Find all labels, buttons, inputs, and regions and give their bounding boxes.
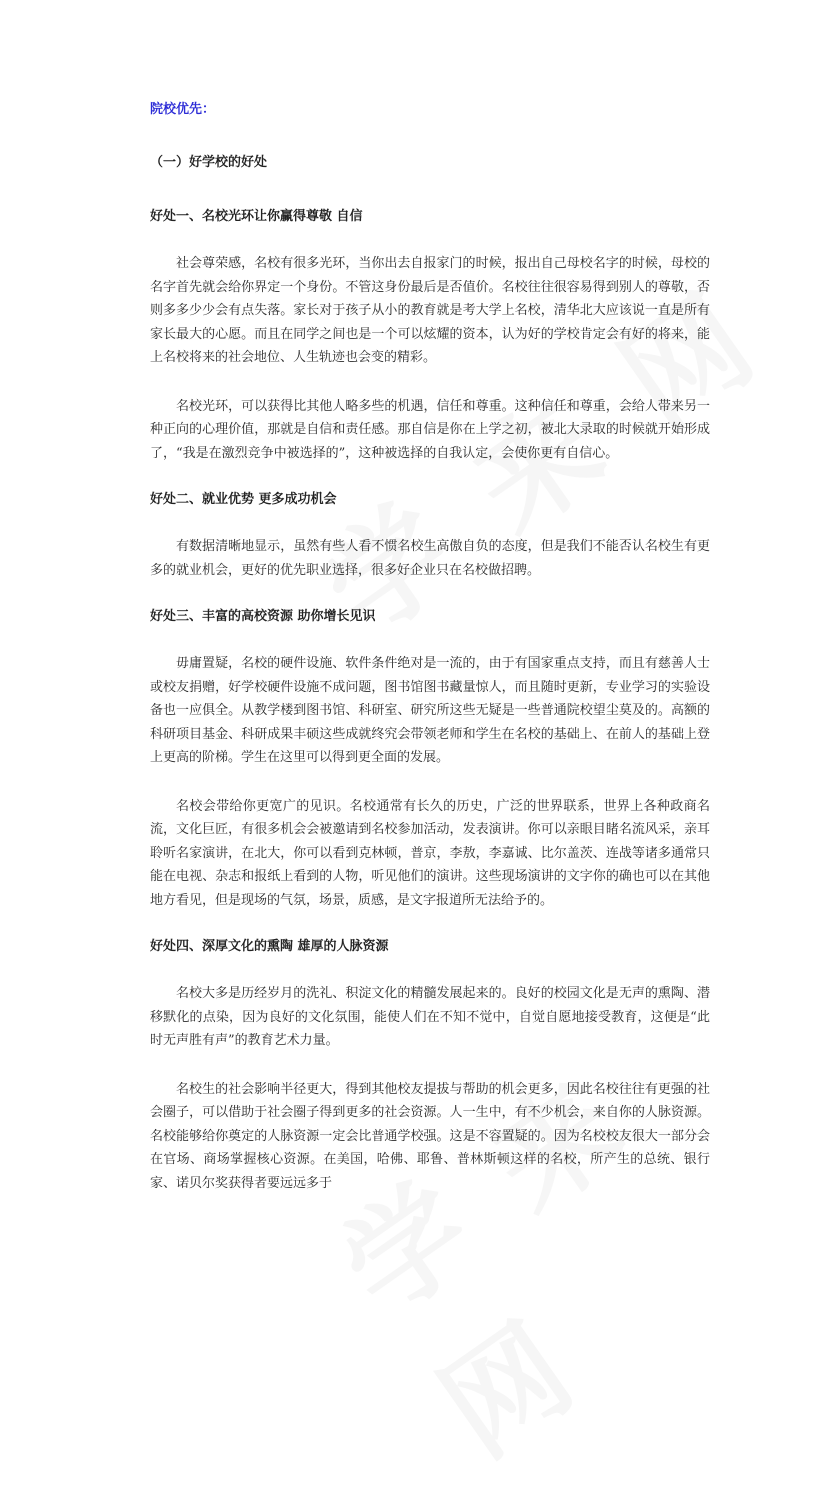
paragraph: 名校大多是历经岁月的洗礼、积淀文化的精髓发展起来的。良好的校园文化是无声的熏陶、潜移默化的点染，因为良好的文化氛围，能使人们在不知不觉中，自觉自愿地接受教育，这便是“此时无声胜有声”的教育艺术力量。 [150, 986, 710, 1048]
paragraph: 名校生的社会影响半径更大，得到其他校友提拔与帮助的机会更多，因此名校往往有更强的社会圈子，可以借助于社会圈子得到更多的社会资源。人一生中，有不少机会，来自你的人脉资源。名校能够给你奠定的人脉资源一定会比普通学校强。这是不容置疑的。因为名校校友很大一部分会在官场、商场掌握核心资源。在美国，哈佛、耶鲁、普林斯顿这样的名校，所产生的总统、银行家、诺贝尔奖获得者要远远多于 [150, 1081, 710, 1191]
document-content [150, 100, 710, 1220]
benefit-title: 好处二、就业优势 更多成功机会 [150, 492, 337, 507]
paragraph: 有数据清晰地显示，虽然有些人看不惯名校生高傲自负的态度，但是我们不能否认名校生有更多的就业机会，更好的优先职业选择，很多好企业只在名校做招聘。 [150, 539, 710, 578]
benefit-title: 好处三、丰富的高校资源 助你增长见识 [150, 609, 376, 624]
paragraph: 名校光环，可以获得比其他人略多些的机遇，信任和尊重。这种信任和尊重，会给人带来另一种正向的心理价值，那就是自信和责任感。那自信是你在上学之初，被北大录取的时候就开始形成了，“我是在激烈竞争中被选择的”，这种被选择的自我认定，会使你更有自信心。 [150, 398, 710, 461]
benefit-title: 好处四、深厚文化的熏陶 雄厚的人脉资源 [150, 939, 389, 954]
section-title: 院校优先： [150, 102, 216, 117]
subheading: （一）好学校的好处 [150, 155, 268, 170]
paragraph: 毋庸置疑，名校的硬件设施、软件条件绝对是一流的，由于有国家重点支持，而且有慈善人士或校友捐赠，好学校硬件设施不成问题，图书馆图书藏量惊人，而且随时更新，专业学习的实验设备也一应俱全。从教学楼到图书馆、科研室、研究所这些无疑是一些普通院校望尘莫及的。高额的科研项目基金、科研成果丰硕这些成就终究会带领老师和学生在名校的基础上、在前人的基础上登上更高的阶梯。学生在这里可以得到更全面的发展。 [150, 656, 710, 765]
paragraph: 社会尊荣感，名校有很多光环，当你出去自报家门的时候，报出自己母校名字的时候，母校的名字首先就会给你界定一个身份。不管这身份最后是否值价。名校往往很容易得到别人的尊敬，否则多多少少会有点失落。家长对于孩子从小的教育就是考大学上名校，清华北大应该说一直是所有家长最大的心愿。而且在同学之间也是一个可以炫耀的资本，认为好的学校肯定会有好的将来，能上名校将来的社会地位、人生轨迹也会变的精彩。 [150, 256, 710, 365]
benefit-title: 好处一、名校光环让你赢得尊敬 自信 [150, 209, 363, 224]
paragraph: 名校会带给你更宽广的见识。名校通常有长久的历史，广泛的世界联系，世界上各种政商名流，文化巨匠，有很多机会会被邀请到名校参加活动，发表演讲。你可以亲眼目睹名流风采，亲耳聆听名家演讲，在北大，你可以看到克林顿，普京，李敖，李嘉诚、比尔盖茨、连战等诸多通常只能在电视、杂志和报纸上看到的人物，听见他们的演讲。这些现场演讲的文字你的确也可以在其他地方看见，但是现场的气氛，场景，质感，是文字报道所无法给予的。 [150, 798, 710, 908]
